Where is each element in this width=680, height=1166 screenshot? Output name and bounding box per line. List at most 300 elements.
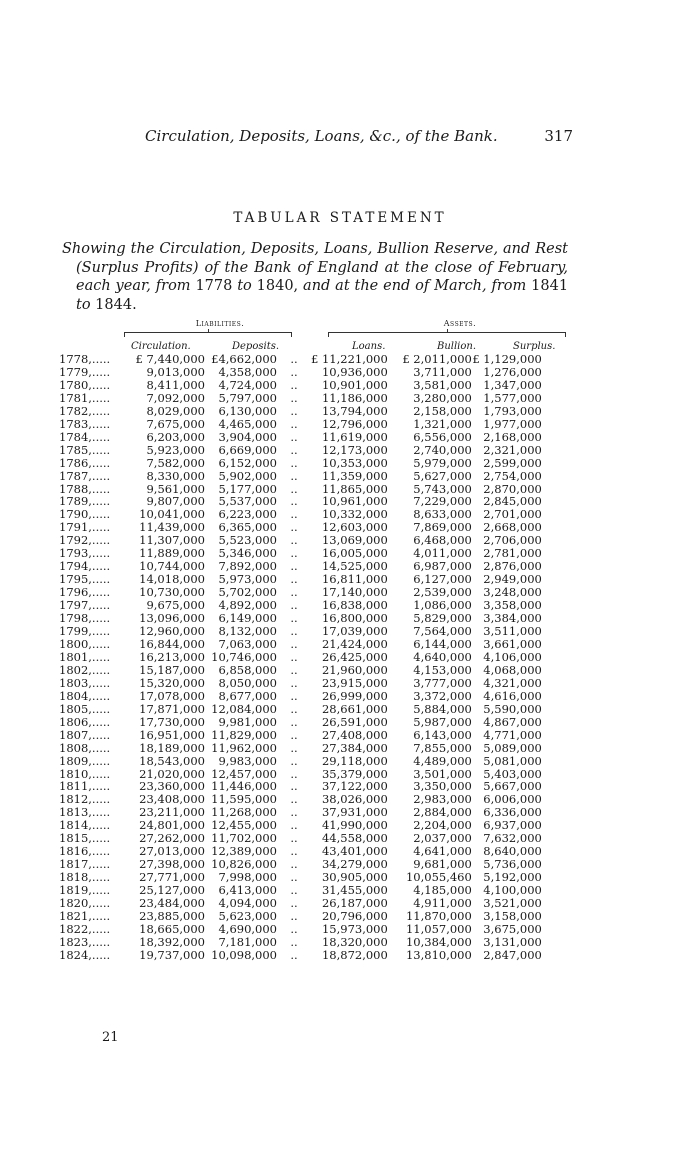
cell-deposits: 6,152,000 <box>218 455 277 470</box>
cell-circulation: 23,408,000 <box>139 792 205 807</box>
cell-deposits: 5,523,000 <box>218 533 277 548</box>
cell-bullion: 3,350,000 <box>413 779 472 794</box>
cell-year: 1812,..... <box>59 792 111 807</box>
cell-surplus: 2,845,000 <box>483 494 542 509</box>
cell-deposits: 12,389,000 <box>211 844 277 859</box>
cell-bullion: 3,711,000 <box>413 364 472 379</box>
cell-year: 1778,..... <box>59 352 111 366</box>
cell-dots: .. <box>290 896 298 911</box>
cell-dots: .. <box>290 921 298 936</box>
cell-dots: .. <box>290 662 298 677</box>
cell-surplus: 5,590,000 <box>483 701 542 716</box>
cell-surplus: 2,168,000 <box>483 429 542 444</box>
col-header-surplus: Surplus. <box>513 341 556 352</box>
cell-deposits: 5,902,000 <box>218 468 277 483</box>
cell-bullion: 3,280,000 <box>413 390 472 405</box>
cell-bullion: 6,468,000 <box>413 533 472 548</box>
cell-surplus: 3,358,000 <box>483 598 542 613</box>
cell-surplus: 2,847,000 <box>483 947 542 962</box>
cell-year: 1824,..... <box>59 947 111 962</box>
cell-surplus: 5,736,000 <box>483 857 542 872</box>
cell-surplus: 2,949,000 <box>483 572 542 587</box>
cell-deposits: 7,063,000 <box>218 636 277 651</box>
col-header-loans: Loans. <box>352 341 386 352</box>
cell-deposits: 12,455,000 <box>211 818 277 833</box>
cell-deposits: 11,595,000 <box>211 792 277 807</box>
cell-year: 1809,..... <box>59 753 111 768</box>
table-row <box>59 664 542 677</box>
cell-surplus: 8,640,000 <box>483 844 542 859</box>
cell-loans: 41,990,000 <box>321 818 388 833</box>
cell-circulation: 14,018,000 <box>139 572 205 587</box>
cell-year: 1817,..... <box>59 857 111 872</box>
cell-dots: .. <box>290 688 298 703</box>
table-row <box>59 366 542 379</box>
cell-year: 1820,..... <box>59 896 111 911</box>
cell-deposits: 7,181,000 <box>218 934 277 949</box>
cell-loans: 28,661,000 <box>321 701 388 716</box>
cell-dots: .. <box>290 481 298 496</box>
cell-bullion: 6,556,000 <box>413 429 472 444</box>
cell-deposits: 9,981,000 <box>218 714 277 729</box>
cell-deposits: 5,797,000 <box>218 390 277 405</box>
cell-loans: £ 11,221,000 <box>311 352 388 366</box>
cell-loans: 38,026,000 <box>321 792 388 807</box>
cell-dots: .. <box>290 675 298 690</box>
cell-deposits: 11,962,000 <box>211 740 277 755</box>
cell-year: 1804,..... <box>59 688 111 703</box>
cell-surplus: 2,321,000 <box>483 442 542 457</box>
cell-deposits: 6,669,000 <box>218 442 277 457</box>
table-row <box>59 936 542 949</box>
cell-dots: .. <box>290 934 298 949</box>
cell-surplus: 4,100,000 <box>483 883 542 898</box>
cell-surplus: 5,089,000 <box>483 740 542 755</box>
cell-loans: 10,901,000 <box>321 377 388 392</box>
cell-surplus: 2,599,000 <box>483 455 542 470</box>
cell-dots: .. <box>290 585 298 600</box>
cell-year: 1787,..... <box>59 468 111 483</box>
cell-bullion: 11,057,000 <box>405 921 472 936</box>
cell-dots: .. <box>290 714 298 729</box>
cell-year: 1810,..... <box>59 766 111 781</box>
cell-dots: .. <box>290 377 298 392</box>
cell-surplus: 1,577,000 <box>483 390 542 405</box>
cell-year: 1786,..... <box>59 455 111 470</box>
cell-dots: .. <box>290 520 298 535</box>
cell-year: 1814,..... <box>59 818 111 833</box>
cell-surplus: £ 1,129,000 <box>472 352 542 366</box>
cell-deposits: £4,662,000 <box>211 352 277 366</box>
cell-loans: 26,591,000 <box>321 714 388 729</box>
cell-surplus: 2,876,000 <box>483 559 542 574</box>
cell-surplus: 5,081,000 <box>483 753 542 768</box>
cell-deposits: 5,973,000 <box>218 572 277 587</box>
cell-surplus: 3,511,000 <box>483 624 542 639</box>
cell-deposits: 6,149,000 <box>218 611 277 626</box>
cell-dots: .. <box>290 908 298 923</box>
cell-year: 1806,..... <box>59 714 111 729</box>
cell-deposits: 3,904,000 <box>218 429 277 444</box>
cell-circulation: 16,844,000 <box>139 636 205 651</box>
cell-year: 1799,..... <box>59 624 111 639</box>
cell-bullion: 6,144,000 <box>413 636 472 651</box>
cell-circulation: 5,923,000 <box>146 442 205 457</box>
cell-year: 1803,..... <box>59 675 111 690</box>
table-row <box>59 405 542 418</box>
cell-loans: 34,279,000 <box>321 857 388 872</box>
cell-surplus: 7,632,000 <box>483 831 542 846</box>
cell-dots: .. <box>290 649 298 664</box>
cell-bullion: 4,641,000 <box>413 844 472 859</box>
table-row <box>59 703 542 716</box>
cell-year: 1794,..... <box>59 559 111 574</box>
cell-loans: 12,796,000 <box>321 416 388 431</box>
cell-deposits: 5,346,000 <box>218 546 277 561</box>
cell-dots: .. <box>290 701 298 716</box>
cell-bullion: 10,055,460 <box>405 870 472 885</box>
cell-circulation: 16,951,000 <box>139 727 205 742</box>
cell-surplus: 3,675,000 <box>483 921 542 936</box>
table-row <box>59 690 542 703</box>
cell-surplus: 2,701,000 <box>483 507 542 522</box>
cell-year: 1785,..... <box>59 442 111 457</box>
cell-deposits: 10,098,000 <box>211 947 277 962</box>
cell-surplus: 3,131,000 <box>483 934 542 949</box>
cell-loans: 43,401,000 <box>321 844 388 859</box>
cell-circulation: 11,307,000 <box>139 533 205 548</box>
cell-circulation: 8,330,000 <box>146 468 205 483</box>
cell-deposits: 4,358,000 <box>218 364 277 379</box>
cell-loans: 30,905,000 <box>321 870 388 885</box>
cell-circulation: 11,439,000 <box>139 520 205 535</box>
cell-dots: .. <box>290 636 298 651</box>
cell-circulation: 27,262,000 <box>139 831 205 846</box>
cell-deposits: 6,365,000 <box>218 520 277 535</box>
cell-surplus: 4,106,000 <box>483 649 542 664</box>
cell-deposits: 5,537,000 <box>218 494 277 509</box>
table-row <box>59 742 542 755</box>
cell-bullion: 3,581,000 <box>413 377 472 392</box>
cell-circulation: 18,543,000 <box>139 753 205 768</box>
cell-circulation: 23,885,000 <box>139 908 205 923</box>
table-row <box>59 444 542 457</box>
table-row <box>59 431 542 444</box>
assets-brace <box>328 332 566 337</box>
cell-surplus: 1,793,000 <box>483 403 542 418</box>
cell-surplus: 1,977,000 <box>483 416 542 431</box>
cell-year: 1797,..... <box>59 598 111 613</box>
cell-surplus: 4,867,000 <box>483 714 542 729</box>
table-row <box>59 392 542 405</box>
cell-loans: 37,122,000 <box>321 779 388 794</box>
cell-deposits: 4,892,000 <box>218 598 277 613</box>
cell-bullion: 3,501,000 <box>413 766 472 781</box>
cell-year: 1791,..... <box>59 520 111 535</box>
cell-circulation: 7,675,000 <box>146 416 205 431</box>
table-row <box>59 910 542 923</box>
liabilities-group-label: Liabilities. <box>195 319 245 328</box>
cell-dots: .. <box>290 611 298 626</box>
cell-year: 1789,..... <box>59 494 111 509</box>
cell-loans: 11,865,000 <box>321 481 388 496</box>
cell-deposits: 12,084,000 <box>211 701 277 716</box>
cell-surplus: 2,754,000 <box>483 468 542 483</box>
cell-dots: .. <box>290 753 298 768</box>
cell-circulation: 27,013,000 <box>139 844 205 859</box>
cell-circulation: 15,187,000 <box>139 662 205 677</box>
cell-loans: 13,069,000 <box>321 533 388 548</box>
cell-year: 1801,..... <box>59 649 111 664</box>
cell-year: 1795,..... <box>59 572 111 587</box>
cell-circulation: 18,189,000 <box>139 740 205 755</box>
cell-loans: 26,425,000 <box>321 649 388 664</box>
cell-surplus: 6,006,000 <box>483 792 542 807</box>
table-row <box>59 470 542 483</box>
cell-year: 1815,..... <box>59 831 111 846</box>
cell-circulation: 7,092,000 <box>146 390 205 405</box>
cell-circulation: 25,127,000 <box>139 883 205 898</box>
cell-dots: .. <box>290 507 298 522</box>
cell-loans: 12,173,000 <box>321 442 388 457</box>
table-row <box>59 353 542 366</box>
cell-year: 1819,..... <box>59 883 111 898</box>
cell-loans: 11,186,000 <box>321 390 388 405</box>
cell-bullion: 5,884,000 <box>413 701 472 716</box>
cell-bullion: £ 2,011,000 <box>402 352 472 366</box>
cell-bullion: 11,870,000 <box>405 908 472 923</box>
cell-year: 1779,..... <box>59 364 111 379</box>
cell-loans: 16,838,000 <box>321 598 388 613</box>
cell-dots: .. <box>290 792 298 807</box>
cell-bullion: 5,979,000 <box>413 455 472 470</box>
cell-surplus: 6,336,000 <box>483 805 542 820</box>
cell-circulation: 18,392,000 <box>139 934 205 949</box>
cell-bullion: 5,743,000 <box>413 481 472 496</box>
cell-loans: 20,796,000 <box>321 908 388 923</box>
cell-deposits: 6,858,000 <box>218 662 277 677</box>
table-row <box>59 457 542 470</box>
cell-circulation: 18,665,000 <box>139 921 205 936</box>
cell-loans: 26,187,000 <box>321 896 388 911</box>
cell-circulation: 10,041,000 <box>139 507 205 522</box>
cell-dots: .. <box>290 818 298 833</box>
cell-surplus: 4,616,000 <box>483 688 542 703</box>
cell-deposits: 5,623,000 <box>218 908 277 923</box>
cell-deposits: 11,702,000 <box>211 831 277 846</box>
cell-circulation: 21,020,000 <box>139 766 205 781</box>
cell-year: 1808,..... <box>59 740 111 755</box>
cell-circulation: 9,561,000 <box>146 481 205 496</box>
cell-circulation: 10,744,000 <box>139 559 205 574</box>
table-body <box>59 353 542 962</box>
cell-year: 1818,..... <box>59 870 111 885</box>
cell-bullion: 2,740,000 <box>413 442 472 457</box>
cell-deposits: 8,050,000 <box>218 675 277 690</box>
table-row <box>59 418 542 431</box>
cell-circulation: 17,871,000 <box>139 701 205 716</box>
cell-circulation: 12,960,000 <box>139 624 205 639</box>
cell-dots: .. <box>290 442 298 457</box>
cell-bullion: 8,633,000 <box>413 507 472 522</box>
cell-year: 1816,..... <box>59 844 111 859</box>
cell-dots: .. <box>290 352 298 366</box>
table-row <box>59 638 542 651</box>
cell-dots: .. <box>290 429 298 444</box>
cell-year: 1800,..... <box>59 636 111 651</box>
cell-year: 1796,..... <box>59 585 111 600</box>
cell-circulation: 19,737,000 <box>139 947 205 962</box>
cell-deposits: 11,446,000 <box>211 779 277 794</box>
cell-year: 1781,..... <box>59 390 111 405</box>
cell-circulation: 17,730,000 <box>139 714 205 729</box>
cell-dots: .. <box>290 857 298 872</box>
cell-dots: .. <box>290 947 298 962</box>
cell-loans: 10,936,000 <box>321 364 388 379</box>
cell-bullion: 5,627,000 <box>413 468 472 483</box>
cell-circulation: 13,096,000 <box>139 611 205 626</box>
cell-dots: .. <box>290 598 298 613</box>
table-heading: TABULAR STATEMENT <box>233 210 447 226</box>
cell-loans: 11,619,000 <box>321 429 388 444</box>
cell-surplus: 2,668,000 <box>483 520 542 535</box>
cell-dots: .. <box>290 533 298 548</box>
table-row <box>59 651 542 664</box>
cell-dots: .. <box>290 468 298 483</box>
cell-bullion: 4,640,000 <box>413 649 472 664</box>
cell-year: 1792,..... <box>59 533 111 548</box>
cell-circulation: 9,013,000 <box>146 364 205 379</box>
col-header-deposits: Deposits. <box>232 341 280 352</box>
cell-bullion: 7,855,000 <box>413 740 472 755</box>
cell-surplus: 4,068,000 <box>483 662 542 677</box>
cell-bullion: 5,829,000 <box>413 611 472 626</box>
running-title: Circulation, Deposits, Loans, &c., of the Bank. <box>145 127 498 145</box>
cell-loans: 10,961,000 <box>321 494 388 509</box>
cell-dots: .. <box>290 831 298 846</box>
cell-bullion: 10,384,000 <box>405 934 472 949</box>
cell-bullion: 2,037,000 <box>413 831 472 846</box>
cell-deposits: 4,724,000 <box>218 377 277 392</box>
cell-circulation: 17,078,000 <box>139 688 205 703</box>
cell-bullion: 7,869,000 <box>413 520 472 535</box>
cell-loans: 18,320,000 <box>321 934 388 949</box>
cell-year: 1793,..... <box>59 546 111 561</box>
cell-bullion: 6,987,000 <box>413 559 472 574</box>
cell-dots: .. <box>290 390 298 405</box>
cell-bullion: 2,983,000 <box>413 792 472 807</box>
cell-loans: 37,931,000 <box>321 805 388 820</box>
cell-loans: 29,118,000 <box>321 753 388 768</box>
cell-bullion: 4,011,000 <box>413 546 472 561</box>
cell-surplus: 3,158,000 <box>483 908 542 923</box>
cell-circulation: 8,411,000 <box>146 377 205 392</box>
cell-loans: 27,408,000 <box>321 727 388 742</box>
cell-year: 1782,..... <box>59 403 111 418</box>
cell-loans: 31,455,000 <box>321 883 388 898</box>
cell-bullion: 13,810,000 <box>405 947 472 962</box>
cell-deposits: 5,177,000 <box>218 481 277 496</box>
cell-bullion: 2,204,000 <box>413 818 472 833</box>
cell-year: 1821,..... <box>59 908 111 923</box>
cell-year: 1788,..... <box>59 481 111 496</box>
cell-dots: .. <box>290 766 298 781</box>
cell-loans: 11,359,000 <box>321 468 388 483</box>
cell-loans: 23,915,000 <box>321 675 388 690</box>
cell-circulation: 9,675,000 <box>146 598 205 613</box>
cell-year: 1811,..... <box>59 779 111 794</box>
table-caption: Showing the Circulation, Deposits, Loans, Bullion Reserve, and Rest (Surplus Profits) of the Bank of England at the close of February, each year, from 1778 to 1840, and at the end of March, from 1841 to 1844. <box>62 241 569 313</box>
cell-bullion: 4,185,000 <box>413 883 472 898</box>
cell-dots: .. <box>290 494 298 509</box>
cell-circulation: 9,807,000 <box>146 494 205 509</box>
cell-deposits: 6,413,000 <box>218 883 277 898</box>
cell-deposits: 8,132,000 <box>218 624 277 639</box>
cell-year: 1798,..... <box>59 611 111 626</box>
cell-loans: 17,039,000 <box>321 624 388 639</box>
cell-surplus: 1,347,000 <box>483 377 542 392</box>
cell-deposits: 7,892,000 <box>218 559 277 574</box>
cell-dots: .. <box>290 727 298 742</box>
cell-bullion: 3,372,000 <box>413 688 472 703</box>
cell-dots: .. <box>290 559 298 574</box>
cell-year: 1783,..... <box>59 416 111 431</box>
cell-circulation: 7,582,000 <box>146 455 205 470</box>
cell-deposits: 9,983,000 <box>218 753 277 768</box>
cell-surplus: 5,667,000 <box>483 779 542 794</box>
cell-loans: 27,384,000 <box>321 740 388 755</box>
cell-surplus: 3,521,000 <box>483 896 542 911</box>
cell-loans: 10,353,000 <box>321 455 388 470</box>
cell-deposits: 7,998,000 <box>218 870 277 885</box>
cell-year: 1790,..... <box>59 507 111 522</box>
cell-circulation: 8,029,000 <box>146 403 205 418</box>
cell-loans: 35,379,000 <box>321 766 388 781</box>
cell-dots: .. <box>290 870 298 885</box>
cell-circulation: 23,211,000 <box>139 805 205 820</box>
cell-surplus: 6,937,000 <box>483 818 542 833</box>
cell-circulation: 23,360,000 <box>139 779 205 794</box>
cell-loans: 14,525,000 <box>321 559 388 574</box>
cell-loans: 16,800,000 <box>321 611 388 626</box>
cell-bullion: 9,681,000 <box>413 857 472 872</box>
cell-loans: 18,872,000 <box>321 947 388 962</box>
cell-bullion: 6,127,000 <box>413 572 472 587</box>
cell-year: 1813,..... <box>59 805 111 820</box>
cell-deposits: 11,829,000 <box>211 727 277 742</box>
cell-dots: .. <box>290 624 298 639</box>
col-header-bullion: Bullion. <box>437 341 477 352</box>
cell-dots: .. <box>290 883 298 898</box>
cell-circulation: 16,213,000 <box>139 649 205 664</box>
cell-bullion: 4,911,000 <box>413 896 472 911</box>
cell-circulation: 23,484,000 <box>139 896 205 911</box>
cell-deposits: 4,690,000 <box>218 921 277 936</box>
cell-bullion: 4,153,000 <box>413 662 472 677</box>
cell-bullion: 6,143,000 <box>413 727 472 742</box>
assets-group-label: Assets. <box>443 319 477 328</box>
cell-circulation: 27,771,000 <box>139 870 205 885</box>
cell-loans: 21,424,000 <box>321 636 388 651</box>
cell-dots: .. <box>290 844 298 859</box>
cell-bullion: 2,884,000 <box>413 805 472 820</box>
table-row <box>59 949 542 962</box>
cell-circulation: 11,889,000 <box>139 546 205 561</box>
cell-surplus: 5,192,000 <box>483 870 542 885</box>
col-header-circulation: Circulation. <box>131 341 191 352</box>
cell-circulation: 10,730,000 <box>139 585 205 600</box>
cell-surplus: 5,403,000 <box>483 766 542 781</box>
